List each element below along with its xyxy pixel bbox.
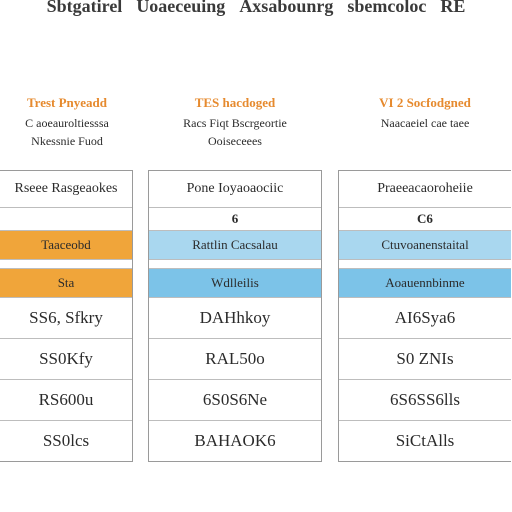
table-number: 6 bbox=[149, 208, 321, 231]
table bbox=[338, 170, 511, 462]
table-header: Pone Ioyaoaociic bbox=[149, 171, 321, 208]
table-row: RS600u bbox=[0, 380, 132, 421]
table bbox=[148, 170, 322, 462]
table-number bbox=[0, 208, 132, 231]
highlight-row: Ctuvoanenstaital bbox=[339, 231, 511, 260]
table-header: Rseee Rasgeaokes bbox=[0, 171, 132, 208]
row-gap bbox=[0, 260, 132, 269]
column-subtitle: Naacaeiel cae taee bbox=[380, 116, 470, 130]
table-row: S0 ZNIs bbox=[339, 339, 511, 380]
table-row: DAHhkoy bbox=[149, 298, 321, 339]
table-row: 6S0S6Ne bbox=[149, 380, 321, 421]
highlight-row: Aoauennbinme bbox=[339, 269, 511, 298]
table-row: AI6Sya6 bbox=[339, 298, 511, 339]
highlight-row: Wdlleilis bbox=[149, 269, 321, 298]
table-row: BAHAOK6 bbox=[194, 431, 276, 450]
highlight-row: Rattlin Cacsalau bbox=[149, 231, 321, 260]
highlight-row: Taaceobd bbox=[0, 231, 132, 260]
table-row: SiCtAlls bbox=[395, 431, 455, 450]
table-row: 6S6SS6lls bbox=[339, 380, 511, 421]
column-subtitle-2 bbox=[338, 132, 512, 150]
column-header: VI 2 Socfodgned bbox=[379, 95, 471, 110]
table-row: SS0lcs bbox=[42, 431, 90, 450]
column-c bbox=[338, 92, 512, 150]
column-subtitle: C aoeauroltiesssa bbox=[25, 116, 109, 130]
column-b bbox=[148, 92, 322, 150]
table bbox=[0, 170, 133, 462]
table-row: SS6, Sfkry bbox=[0, 298, 132, 339]
column-subtitle-2: Nkessnie Fuod bbox=[31, 134, 103, 148]
column-subtitle: Racs Fiqt Bscrgeortie bbox=[183, 116, 287, 130]
page-title: Sbtgatirel Uoaeceuing Axsabounrg sbemcoloc RE bbox=[46, 0, 466, 16]
table-number: C6 bbox=[339, 208, 511, 231]
table-header: Praeeacaoroheiie bbox=[339, 171, 511, 208]
column-header: Trest Pnyeadd bbox=[26, 95, 108, 110]
table-row: RAL50o bbox=[149, 339, 321, 380]
column-a bbox=[0, 92, 134, 150]
row-gap bbox=[149, 260, 321, 269]
column-subtitle-2: Ooiseceees bbox=[208, 134, 262, 148]
table-row: SS0Kfy bbox=[0, 339, 132, 380]
row-gap bbox=[339, 260, 511, 269]
column-header: TES hacdoged bbox=[194, 95, 276, 110]
highlight-row: Sta bbox=[0, 269, 132, 298]
